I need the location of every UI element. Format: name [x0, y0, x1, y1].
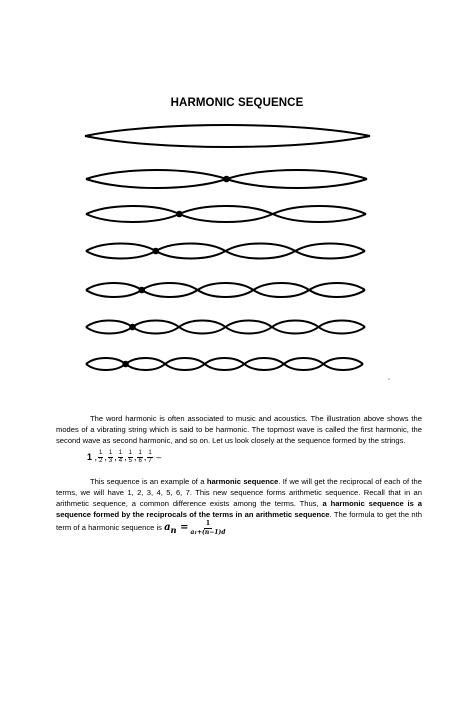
formula-denominator: a₁+(n−1)d: [190, 528, 226, 536]
sequence-term-6: [137, 450, 142, 465]
sequence-comma: ,: [114, 451, 117, 462]
fraction-denominator: 6: [138, 458, 142, 464]
sequence-comma: ,: [143, 451, 147, 462]
harmonic-2-wave: [86, 170, 367, 188]
formula-subscript: n: [170, 525, 177, 535]
sequence-term-5: [128, 450, 133, 465]
sequence-comma: ,: [104, 451, 107, 462]
harmonic-3-wave: [86, 206, 366, 222]
fraction-numerator: 1: [118, 450, 123, 456]
harmonic-6-wave: [86, 321, 365, 334]
formula-fraction: [190, 520, 225, 536]
harmonic-1-wave: [85, 125, 370, 147]
fraction-denominator: 3: [108, 458, 113, 464]
node-dot: [152, 248, 159, 255]
harmonic-5-wave: [86, 283, 365, 297]
wave-curve: [86, 244, 365, 259]
sequence-term-7: [147, 450, 152, 465]
formula-numerator: 1: [205, 520, 211, 527]
fraction-numerator: 1: [128, 450, 132, 456]
harmonic-sequence-expression: [87, 450, 161, 465]
paragraph-intro-text: The word harmonic is often associated to music and acoustics. The illustration above shows the modes of a vibrating string which is said to be harmonic. The topmost wave is called the first harmonic, the second wave as second harmonic, and so on. Let us look closely at the sequence formed by the strings.: [56, 414, 422, 445]
sequence-first-term: 1: [87, 451, 93, 462]
sequence-term-2: [98, 450, 103, 465]
wave-curve: [85, 125, 370, 136]
node-dot: [223, 176, 230, 183]
wave-curve: [85, 136, 370, 147]
wave-curve: [86, 206, 366, 222]
term-harmonic-sequence: harmonic sequence: [206, 477, 279, 486]
fraction-denominator: 2: [99, 458, 103, 464]
formula-equals: =: [176, 522, 189, 533]
node-dot: [122, 361, 129, 368]
fraction-denominator: 4: [118, 458, 123, 464]
stray-mark: [388, 378, 389, 379]
sequence-trailing-dash: –: [153, 451, 162, 462]
definition-statement: a harmonic sequence is a sequence formed by the reciprocals of the terms in an arithmetic sequence: [56, 499, 422, 519]
definition-text-2: . If we will get the reciprocal of each of the terms, we will have 1, 2, 3, 4, 5, 6, 7. This new sequence forms arithmetic sequence. Recall that in an arithmetic sequence, a common difference exists among the terms. Thus,: [56, 477, 422, 508]
sequence-term-4: [118, 450, 123, 465]
sequence-comma: ,: [124, 451, 127, 462]
sequence-term-3: [108, 450, 113, 465]
definition-text-3: . The formula to get the nth term of a harmonic sequence is: [56, 510, 422, 532]
wave-curve: [86, 206, 366, 222]
paragraph-intro: [56, 413, 422, 446]
harmonic-4-wave: [86, 244, 365, 259]
sequence-comma: ,: [133, 451, 137, 462]
paragraph-definition: [56, 476, 422, 536]
fraction-denominator: 7: [148, 458, 152, 464]
fraction-numerator: 1: [99, 450, 103, 456]
harmonic-7-wave: [86, 358, 363, 370]
sequence-comma: ,: [94, 451, 98, 462]
fraction-numerator: 1: [108, 450, 113, 456]
node-dot: [176, 211, 183, 218]
wave-curve: [86, 321, 365, 334]
node-dot: [129, 324, 136, 331]
formula-a: a: [164, 522, 171, 533]
definition-text-1: This sequence is an example of a: [90, 477, 207, 486]
node-dot: [139, 287, 146, 294]
formula-lhs: [164, 522, 188, 533]
fraction-numerator: 1: [138, 450, 142, 456]
fraction-numerator: 1: [148, 450, 152, 456]
page-title: HARMONIC SEQUENCE: [170, 97, 304, 109]
fraction-denominator: 5: [128, 458, 132, 464]
